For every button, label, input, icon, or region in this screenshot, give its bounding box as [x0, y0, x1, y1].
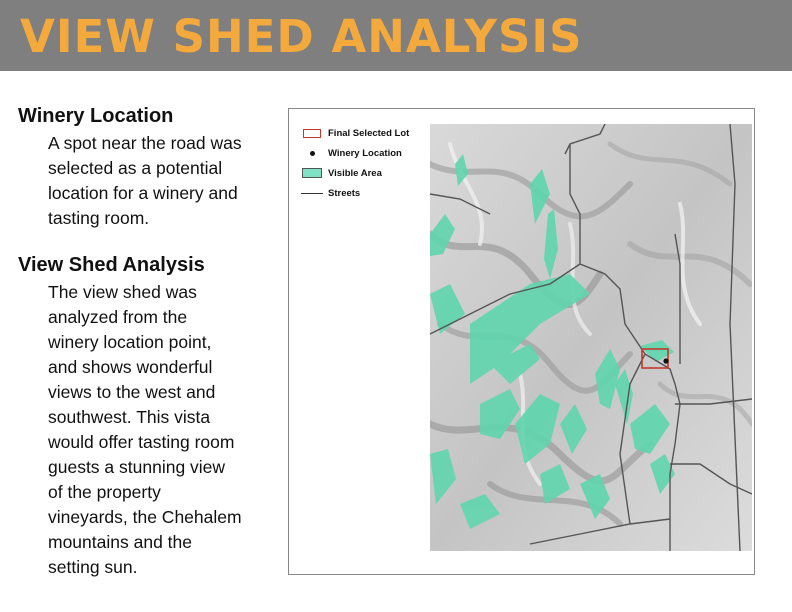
page-title: VIEW SHED ANALYSIS: [20, 10, 583, 63]
text-line: guests a stunning view: [48, 457, 226, 477]
text-line: A spot near the road was: [48, 133, 242, 153]
legend-streets: Streets: [301, 183, 409, 203]
text-column: [18, 104, 268, 580]
legend-visible: Visible Area: [301, 163, 409, 183]
hillshade-map-image: [430, 124, 752, 551]
map-legend: [301, 123, 409, 203]
view-shed-heading: View Shed Analysis: [18, 254, 205, 276]
text-line: winery location point,: [48, 332, 212, 352]
winery-point-icon: [310, 151, 315, 156]
text-line: and shows wonderful: [48, 357, 213, 377]
winery-location-heading: Winery Location: [18, 105, 174, 127]
visible-area-swatch-icon: [302, 168, 322, 178]
viewshed-map: [288, 108, 755, 575]
winery-location-text: [48, 131, 268, 231]
text-line: southwest. This vista: [48, 407, 211, 427]
view-shed-text: [48, 280, 268, 580]
title-banner: [0, 0, 792, 71]
text-line: of the property: [48, 482, 161, 502]
winery-location-point: [663, 358, 668, 363]
street-line-icon: [301, 193, 323, 194]
text-line: analyzed from the: [48, 307, 188, 327]
text-line: would offer tasting room: [48, 432, 235, 452]
text-line: views to the west and: [48, 382, 216, 402]
text-line: location for a winery and: [48, 183, 238, 203]
text-line: selected as a potential: [48, 158, 223, 178]
text-line: The view shed was: [48, 282, 197, 302]
text-line: vineyards, the Chehalem: [48, 507, 242, 527]
text-line: mountains and the: [48, 532, 192, 552]
text-line: tasting room.: [48, 208, 150, 228]
legend-winery: Winery Location: [301, 143, 409, 163]
lot-swatch-icon: [303, 129, 321, 138]
text-line: setting sun.: [48, 557, 138, 577]
legend-lot: Final Selected Lot: [301, 123, 409, 143]
